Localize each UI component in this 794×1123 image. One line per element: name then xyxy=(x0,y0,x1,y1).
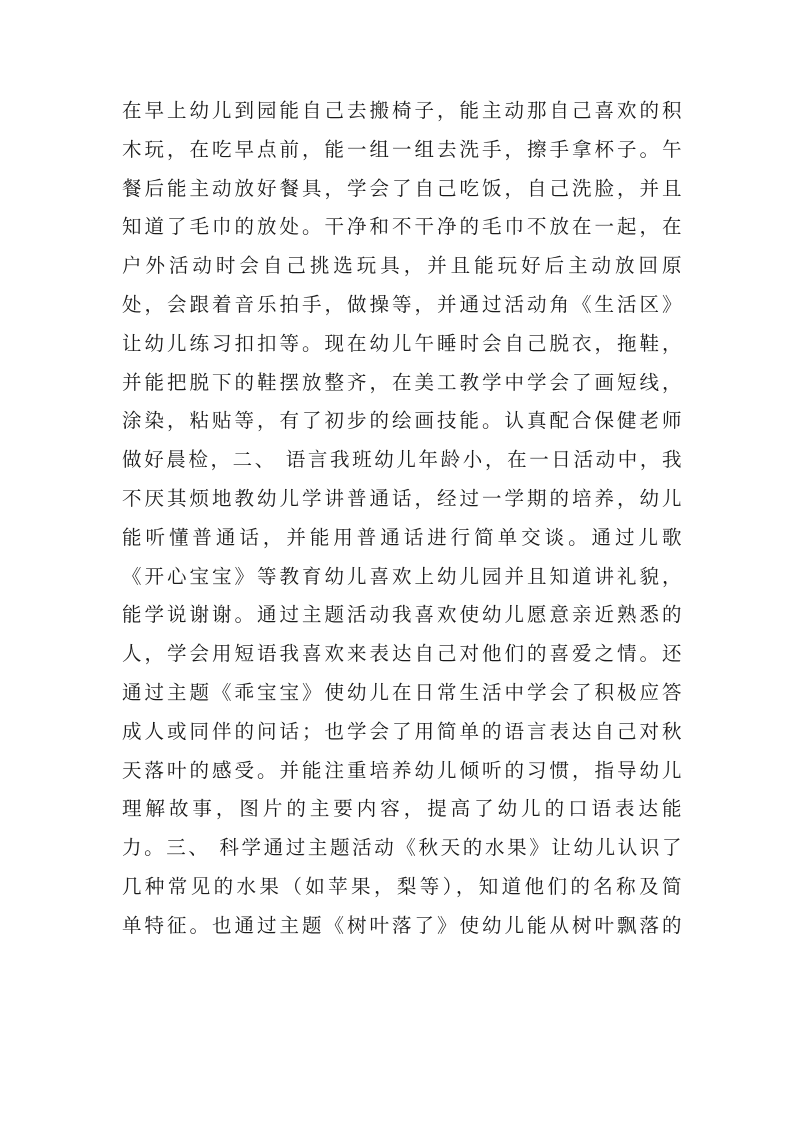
text-line: 单特征。也通过主题《树叶落了》使幼儿能从树叶飘落的 xyxy=(122,913,682,937)
text-line: 在早上幼儿到园能自己去搬椅子，能主动那自己喜欢的积 xyxy=(122,99,682,122)
text-line: 力。三、 科学通过主题活动《秋天的水果》让幼儿认识了 xyxy=(122,836,682,860)
text-line: 木玩，在吃早点前，能一组一组去洗手，擦手拿杯子。午 xyxy=(122,137,682,161)
text-line: 不厌其烦地教幼儿学讲普通话，经过一学期的培养，幼儿 xyxy=(122,486,682,510)
text-line: 涂染，粘贴等，有了初步的绘画技能。认真配合保健老师 xyxy=(122,409,682,433)
text-line: 能听懂普通话，并能用普通话进行简单交谈。通过儿歌 xyxy=(122,525,682,549)
text-line: 处，会跟着音乐拍手，做操等，并通过活动角《生活区》 xyxy=(122,292,682,316)
body-text xyxy=(122,92,682,946)
text-line: 几种常见的水果（如苹果，梨等），知道他们的名称及简 xyxy=(122,874,682,898)
text-line: 让幼儿练习扣扣等。现在幼儿午睡时会自己脱衣，拖鞋， xyxy=(122,331,682,355)
text-line: 《开心宝宝》等教育幼儿喜欢上幼儿园并且知道讲礼貌， xyxy=(122,564,682,588)
text-line: 通过主题《乖宝宝》使幼儿在日常生活中学会了积极应答 xyxy=(122,680,682,704)
text-line: 知道了毛巾的放处。干净和不干净的毛巾不放在一起，在 xyxy=(122,215,682,239)
text-line: 理解故事，图片的主要内容，提高了幼儿的口语表达能 xyxy=(122,797,682,821)
text-line: 天落叶的感受。并能注重培养幼儿倾听的习惯，指导幼儿 xyxy=(122,758,682,782)
text-line: 餐后能主动放好餐具，学会了自己吃饭，自己洗脸，并且 xyxy=(122,176,682,200)
text-line: 能学说谢谢。通过主题活动我喜欢使幼儿愿意亲近熟悉的 xyxy=(122,603,682,627)
text-line: 做好晨检，二、 语言我班幼儿年龄小，在一日活动中，我 xyxy=(122,448,682,472)
text-line: 并能把脱下的鞋摆放整齐，在美工教学中学会了画短线， xyxy=(122,370,682,394)
text-line: 成人或同伴的问话；也学会了用简单的语言表达自己对秋 xyxy=(122,719,682,743)
text-line: 人，学会用短语我喜欢来表达自己对他们的喜爱之情。还 xyxy=(122,642,682,666)
text-line: 户外活动时会自己挑选玩具，并且能玩好后主动放回原 xyxy=(122,254,682,278)
